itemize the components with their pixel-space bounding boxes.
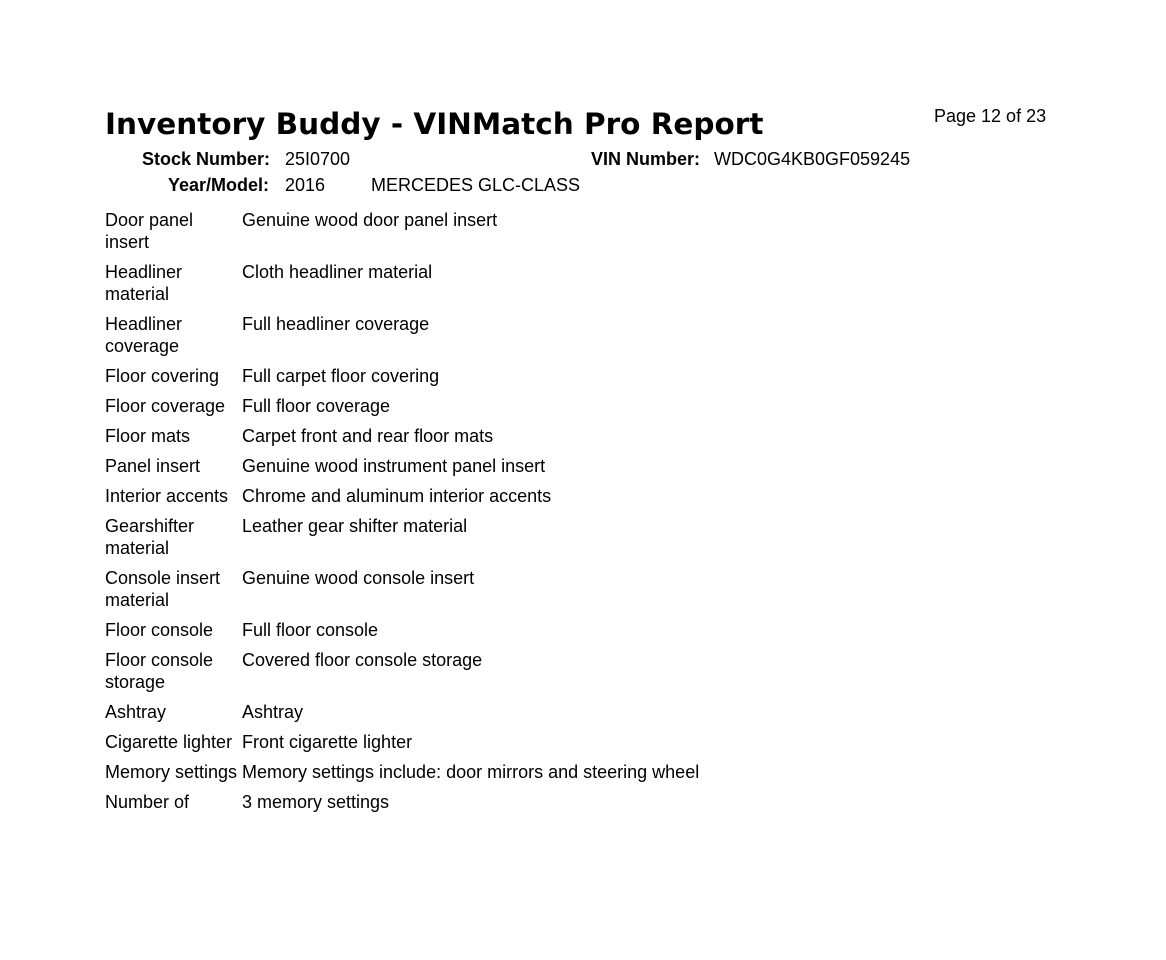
spec-value: Cloth headliner material: [242, 262, 433, 282]
spec-value: Genuine wood instrument panel insert: [242, 456, 546, 476]
spec-row: [105, 261, 1065, 313]
spec-value: Genuine wood door panel insert: [242, 210, 498, 230]
stock-number-value: 25I0700: [285, 149, 351, 169]
spec-row: [105, 731, 1065, 761]
spec-row: [105, 365, 1065, 395]
spec-name: Door panel insert: [105, 210, 194, 252]
spec-row: [105, 425, 1065, 455]
vin-number-value: WDC0G4KB0GF059245: [714, 149, 911, 169]
spec-value: Carpet front and rear floor mats: [242, 426, 494, 446]
spec-row: [105, 313, 1065, 365]
model-value: MERCEDES GLC-CLASS: [371, 175, 581, 195]
spec-name: Memory settings: [105, 762, 238, 782]
spec-value: Chrome and aluminum interior accents: [242, 486, 552, 506]
spec-name: Panel insert: [105, 456, 201, 476]
spec-value: Covered floor console storage: [242, 650, 483, 670]
spec-value: Full carpet floor covering: [242, 366, 440, 386]
spec-name: Interior accents: [105, 486, 229, 506]
year-value: 2016: [285, 175, 326, 195]
spec-name: Floor mats: [105, 426, 191, 446]
spec-value: Memory settings include: door mirrors and steering wheel: [242, 762, 700, 782]
year-model-label-text: Year/Model:: [168, 175, 270, 195]
spec-row: [105, 791, 1065, 821]
spec-name: Floor coverage: [105, 396, 226, 416]
spec-value: Front cigarette lighter: [242, 732, 413, 752]
spec-row: [105, 761, 1065, 791]
spec-name: Console insert material: [105, 568, 221, 610]
spec-row: [105, 455, 1065, 485]
spec-name: Headliner material: [105, 262, 183, 304]
spec-value: 3 memory settings: [242, 792, 390, 812]
spec-row: [105, 209, 1065, 261]
spec-value: Genuine wood console insert: [242, 568, 475, 588]
spec-value: Full headliner coverage: [242, 314, 430, 334]
year-model-label: [168, 174, 269, 196]
spec-value: Leather gear shifter material: [242, 516, 468, 536]
spec-row: [105, 649, 1065, 701]
spec-row: [105, 515, 1065, 567]
spec-row: [105, 395, 1065, 425]
spec-name: Cigarette lighter: [105, 732, 233, 752]
spec-name: Gearshifter material: [105, 516, 195, 558]
spec-value: Full floor coverage: [242, 396, 391, 416]
stock-number-label-text: Stock Number:: [142, 149, 271, 169]
stock-number-label: [142, 148, 270, 170]
spec-value: Full floor console: [242, 620, 379, 640]
vin-number-label-text: VIN Number:: [591, 149, 701, 169]
spec-name: Number of: [105, 792, 190, 812]
vin-number-label: [591, 148, 700, 170]
spec-list: [105, 209, 1065, 821]
spec-name: Floor covering: [105, 366, 220, 386]
spec-row: [105, 619, 1065, 649]
spec-row: [105, 701, 1065, 731]
spec-name: Floor console storage: [105, 650, 214, 692]
spec-value: Ashtray: [242, 702, 304, 722]
spec-name: Headliner coverage: [105, 314, 183, 356]
spec-name: Floor console: [105, 620, 214, 640]
spec-row: [105, 567, 1065, 619]
report-title: Inventory Buddy - VINMatch Pro Report: [105, 107, 764, 141]
spec-name: Ashtray: [105, 702, 167, 722]
spec-row: [105, 485, 1065, 515]
page-number: Page 12 of 23: [934, 106, 1047, 126]
